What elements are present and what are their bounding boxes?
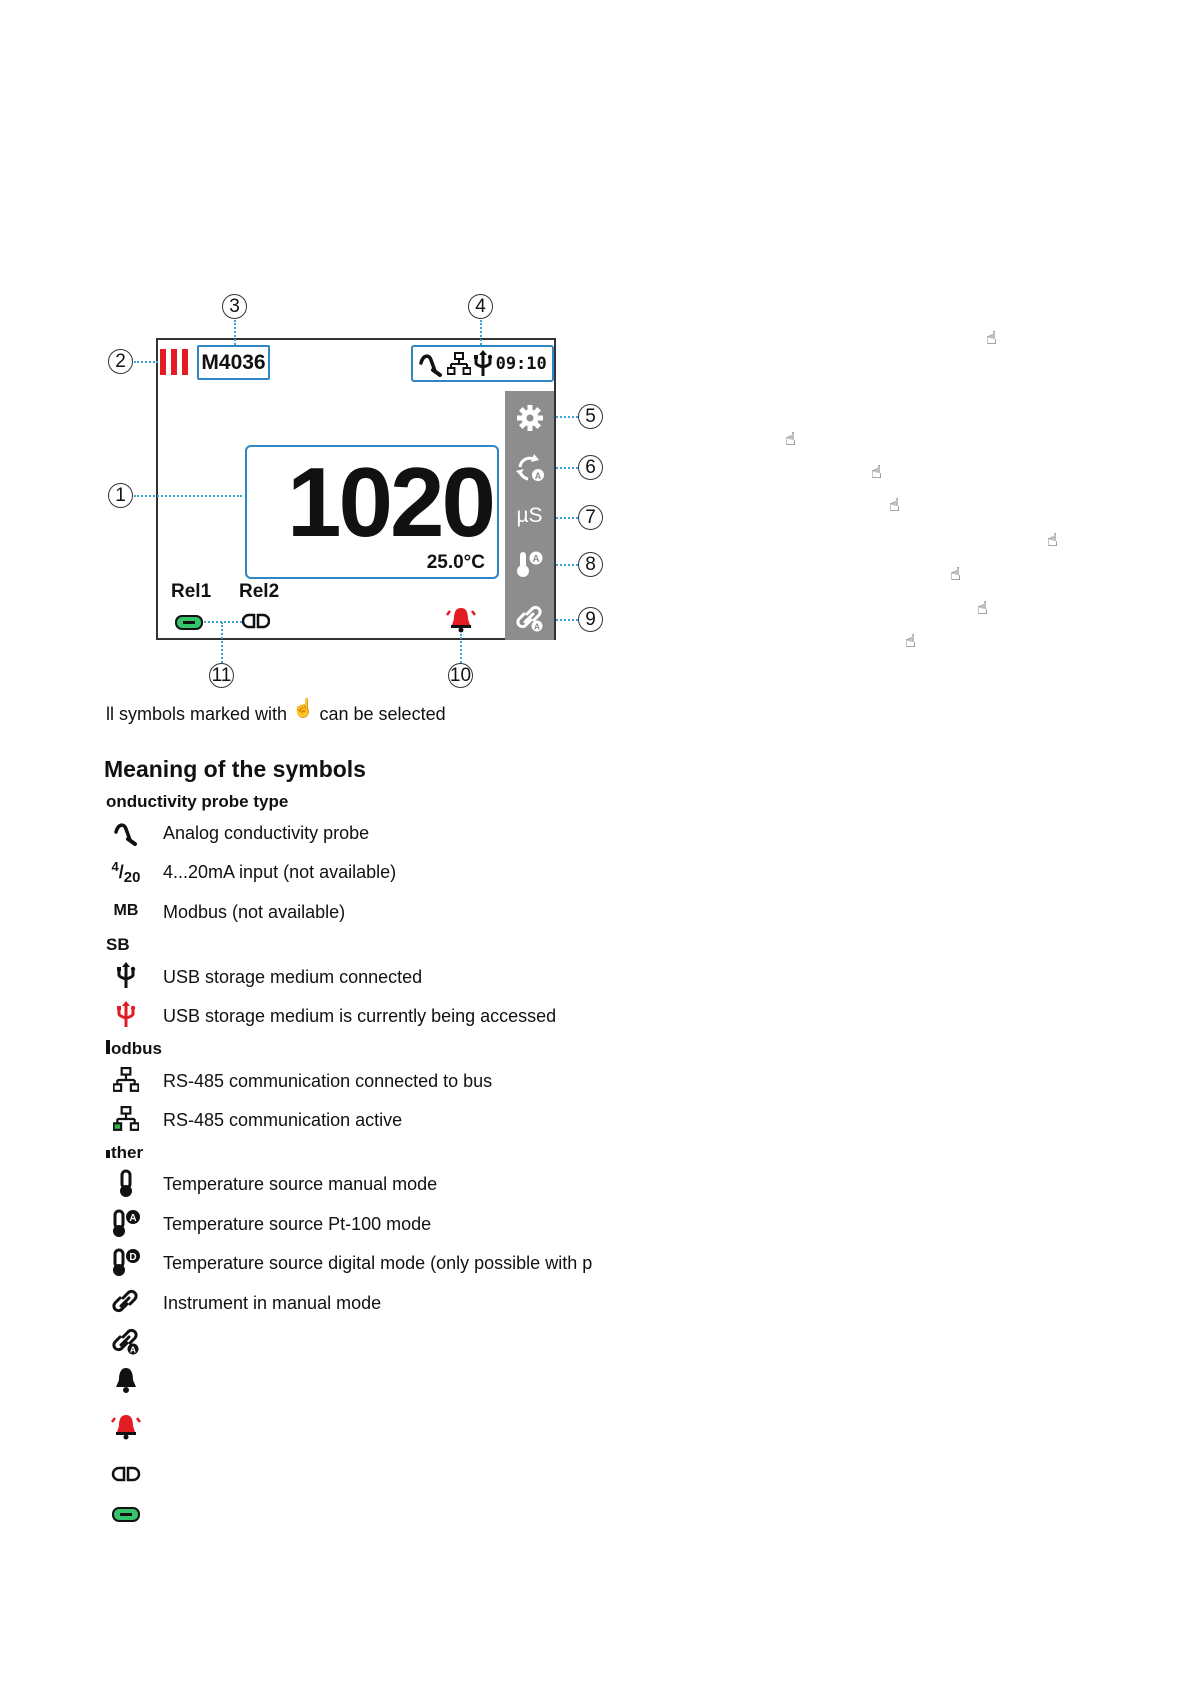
legend-manual-mode: Instrument in manual mode [163,1293,382,1313]
section-modbus-heading [106,1039,162,1059]
selectable-hand-icon: ☝ [905,631,916,651]
callout-8-line [556,564,578,566]
network-icon [447,352,471,376]
link-icon [108,1287,144,1317]
modbus-probe-icon: MB [113,902,139,919]
analog-probe-icon [418,351,444,377]
auto-calibration-icon[interactable] [505,449,554,487]
conductivity-reading: 1020 [286,447,493,557]
callout-3: 3 [222,294,247,319]
callout-10: 10 [448,663,473,688]
callout-11-line-h [204,621,242,623]
relay2-label: Rel2 [239,581,280,602]
status-bar [411,345,554,382]
measurement-display [245,445,499,579]
section-modbus-text: odbus [111,1039,162,1058]
callout-11-line [221,622,223,663]
analog-probe-icon [108,818,144,848]
legend-temp-digital: Temperature source digital mode (only possible with p [163,1253,593,1273]
clock-time: 09:10 [495,353,547,374]
model-label[interactable]: M4036 [197,345,270,380]
callout-6: 6 [578,455,603,480]
callout-11: 11 [209,663,234,688]
relay-open-icon [108,1459,144,1489]
link-auto-mode-icon[interactable] [505,599,554,637]
svg-text:A: A [533,621,540,632]
callout-8: 8 [578,552,603,577]
callout-2: 2 [108,349,133,374]
usb-icon [108,961,144,991]
legend-rs485-active: RS-485 communication active [163,1110,403,1130]
callout-7-line [556,517,578,519]
legend-title: Meaning of the symbols [104,756,366,782]
relay2-off-icon[interactable] [242,613,270,634]
settings-gear-icon[interactable] [505,399,554,437]
legend-analog: Analog conductivity probe [163,823,370,843]
relay1-label: Rel1 [171,581,212,602]
bell-icon [108,1365,144,1395]
svg-text:A: A [534,471,541,481]
legend-modbus-probe: Modbus (not available) [163,902,346,922]
section-other-text: ther [111,1143,144,1162]
battery-indicator [160,349,196,375]
callout-6-line [556,467,578,469]
alarm-bell-active-icon [108,1411,144,1441]
thermometer-pt100-icon [108,1208,144,1238]
legend-ma-input: 4...20mA input (not available) [163,862,397,882]
callout-4-line [480,320,482,345]
callout-10-line [460,634,462,663]
temperature-reading: 25.0°C [426,552,485,573]
callout-9: 9 [578,607,603,632]
callout-5-line [556,416,578,418]
svg-text:A: A [129,1213,137,1224]
svg-text:D: D [129,1252,137,1263]
legend-temp-manual: Temperature source manual mode [163,1174,438,1194]
selectable-hand-icon: ☝ [785,429,796,449]
selectable-hand-icon: ☝ [986,328,997,348]
ma-icon-bottom: 20 [123,868,141,886]
callout-2-line [134,361,158,363]
section-other-heading [106,1143,143,1163]
relay-closed-icon [112,1507,140,1522]
network-active-icon [108,1104,144,1134]
legend-rs485-connected: RS-485 communication connected to bus [163,1071,493,1091]
note-text-after: can be selected [319,704,446,724]
link-auto-icon [108,1326,144,1356]
legend-usb-access: USB storage medium is currently being accessed [163,1006,557,1026]
thermometer-icon [108,1168,144,1198]
svg-text:A: A [531,554,540,565]
unit-label[interactable]: µS [516,504,543,527]
selectable-hand-icon: ☝ [977,598,988,618]
section-probe-heading: onductivity probe type [106,792,289,811]
ma-input-icon: 4 / 20 [111,858,141,886]
section-usb-heading: SB [106,935,130,954]
callout-9-line [556,619,578,621]
temperature-pt100-icon[interactable] [505,545,554,583]
callout-7: 7 [578,505,603,530]
callout-1: 1 [108,483,133,508]
relay1-on-icon[interactable] [175,615,203,630]
note-text-before: ll symbols marked with [106,704,288,724]
callout-5: 5 [578,404,603,429]
selectable-hand-icon: ☝ [889,495,900,515]
selectable-note [106,698,446,725]
legend-temp-pt100: Temperature source Pt-100 mode [163,1214,432,1234]
callout-3-line [234,320,236,345]
callout-1-line [134,495,242,497]
usb-active-icon [108,1000,144,1030]
svg-text:A: A [129,1344,137,1355]
selectable-hand-icon: ☝ [950,564,961,584]
network-icon [108,1065,144,1095]
usb-icon [473,350,493,378]
selectable-hand-icon: ☝ [1047,530,1058,550]
callout-4: 4 [468,294,493,319]
selectable-hand-icon: ☝ [871,462,882,482]
thermometer-digital-icon [108,1247,144,1277]
legend-usb-connected: USB storage medium connected [163,967,423,987]
side-menu [505,391,554,640]
ma-icon-top: 4 [111,858,119,874]
selectable-hand-icon: ☝ [292,698,315,718]
